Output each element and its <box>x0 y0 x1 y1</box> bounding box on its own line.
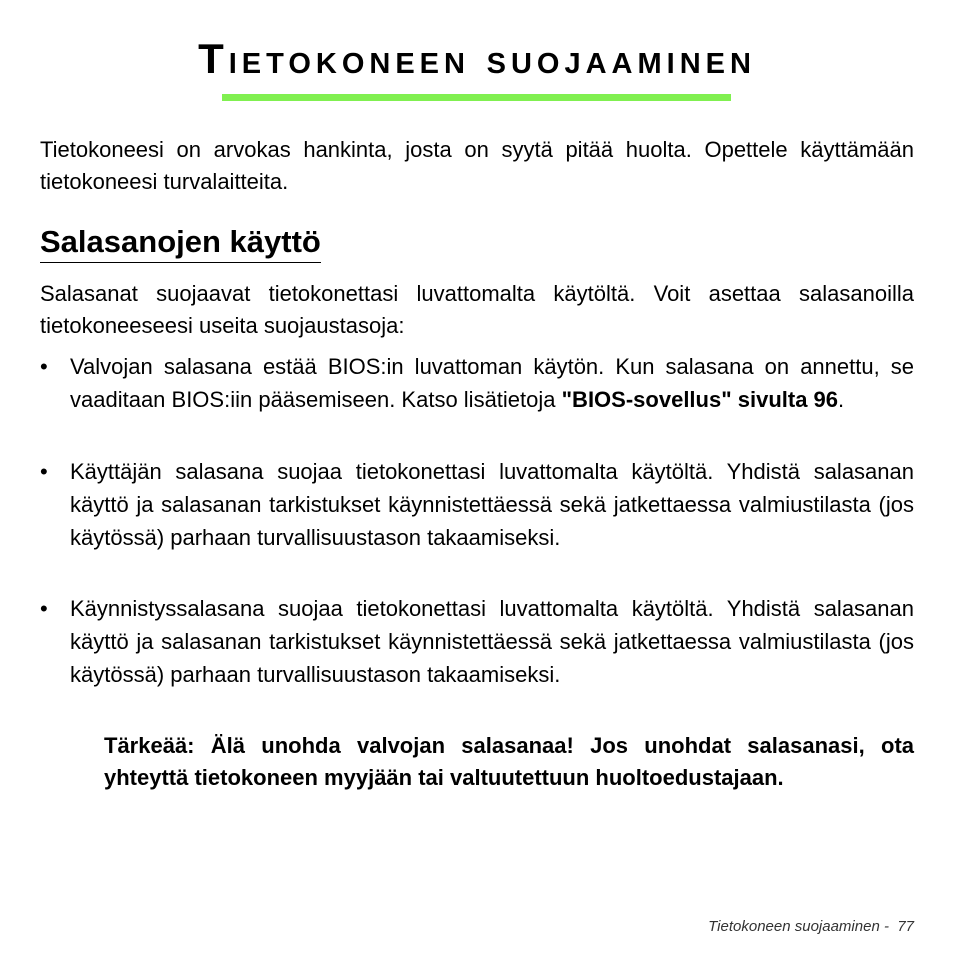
section-intro-paragraph: Salasanat suojaavat tietokonettasi luvattomalta käytöltä. Voit asettaa salasanoilla tietokoneeseesi useita suojaustasoja: <box>40 281 914 338</box>
list-item <box>40 350 914 416</box>
page-number: 77 <box>897 918 914 935</box>
bullet-icon: • <box>40 354 48 379</box>
title-underline-bar <box>222 94 731 101</box>
bullet-icon: • <box>40 596 48 621</box>
footer-label: Tietokoneen suojaaminen - <box>708 918 889 935</box>
intro-paragraph: Tietokoneesi on arvokas hankinta, josta on syytä pitää huolta. Opettele käyttämään tietokoneesi turvalaitteita. <box>40 137 914 194</box>
list-item-text: Käynnistyssalasana suojaa tietokonettasi luvattomalta käytöltä. Yhdistä salasanan käyttö ja salasanan tarkistukset käynnistettäessä sekä jatkettaessa valmiustilasta (jos käytössä) parhaan turvallisuustason takaamiseksi. <box>70 596 914 687</box>
page-footer <box>708 917 914 937</box>
important-note: Tärkeää: Älä unohda valvojan salasanaa! Jos unohdat salasanasi, ota yhteyttä tietokoneen myyjään tai valtuutettuun huoltoedustajaan. <box>104 733 914 790</box>
section-heading: Salasanojen käyttö <box>40 222 321 263</box>
bullet-icon: • <box>40 459 48 484</box>
cross-reference-link[interactable]: "BIOS-sovellus" sivulta 96 <box>561 387 839 412</box>
list-item-text: Käyttäjän salasana suojaa tietokonettasi luvattomalta käytöltä. Yhdistä salasanan käyttö ja salasanan tarkistukset käynnistettäessä sekä jatkettaessa valmiustilasta (jos käytössä) parhaan turvallisuustason takaamiseksi. <box>70 459 914 550</box>
list-item <box>40 592 914 691</box>
list-item-text: Valvojan salasana estää BIOS:in luvattoman käytön. Kun salasana on annettu, se vaaditaan BIOS:iin pääsemiseen. Katso lisätietoja "BIOS-sovellus" sivulta 96. <box>70 354 914 412</box>
list-item <box>40 455 914 554</box>
page-title: Tietokoneen suojaaminen <box>198 35 756 82</box>
